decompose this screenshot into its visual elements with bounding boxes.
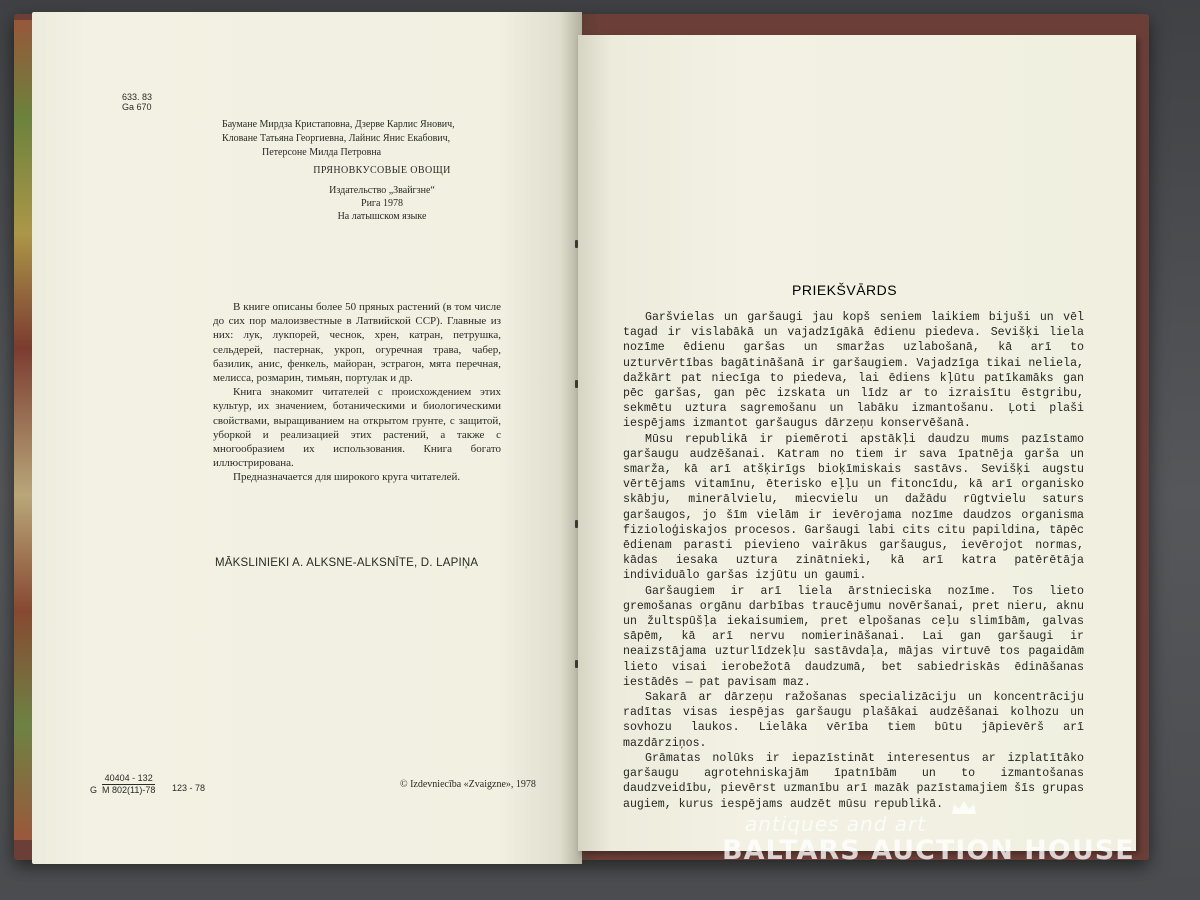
- crown-icon: [950, 800, 978, 816]
- udk-line: Ga 670: [122, 102, 152, 112]
- copyright-line: © Izdevniecība «Zvaigzne», 1978: [400, 779, 536, 790]
- preface-paragraph: Mūsu republikā ir piemēroti apstākļi daudzu mums pazīstamo garšaugu audzēšanai. Katram no tiem ir sava īpatnēja garša un smarža, kā arī atšķirīgs bioķīmiskais sastāvs. Sevišķi augstu vērtējams vitamīnu, ēterisko eļļu un fitoncīdu, kā arī organisko skābju, minerālvielu, miecvielu un dažādu rūgtvielu saturs garšaugos, jo šīm vielām ir ievērojama nozīme daudzos organisma fizioloģiskajos procesos. Garšaugi labi cits citu papildina, tāpēc ēdienam parasti pievieno vairākus garšaugus, ievērojot normas, kādas iesaka uztura zinātnieki, kā arī katra patērētāja individuālo garšas izjūtu un gaumi.: [623, 432, 1084, 583]
- watermark-brand: BALTARS AUCTION HOUSE: [722, 835, 1135, 866]
- binding-stitch: [575, 660, 578, 668]
- author-line: Петерсоне Милда Петровна: [262, 147, 382, 158]
- preface-paragraph: Garšvielas un garšaugi jau kopš seniem laikiem bijuši un vēl tagad ir vislabākā un vajadzīgākā ēdienu piedeva. Sevišķi liela nozīme ēdienu garšas un smaržas uzlabošanā, kā arī to uzturvērtības bagātināšanā ir garšaugiem. Vajadzīga tikai neliela, dažkārt pat niecīga to piedeva, lai ēdiens kļūtu patīkamāks gan pēc garšas, gan pēc izskata un līdz ar to izraisītu ēstgribu, sekmētu uztura sagremošanu un labāku izmantošanu. Ļoti plaši iespējams izmantot garšaugus dārzeņu konservēšanā.: [623, 311, 1084, 431]
- publisher-info: [232, 184, 532, 223]
- preface-title: PRIEKŠVĀRDS: [792, 282, 898, 298]
- publisher-line: Рига 1978: [361, 198, 403, 209]
- preface-paragraph: Sakarā ar dārzeņu ražošanas specializāciju un koncentrāciju radītas visas iespējas garšaugu plašākai audzēšanai kolhozu un sovhozu laukos. Lielāka vērība tiem būtu jāpievērš arī mazdārziņos.: [623, 691, 1084, 750]
- annotation: [213, 300, 501, 485]
- publisher-line: Издательство „Звайгзне“: [329, 185, 435, 196]
- catalog-letter: G: [90, 785, 98, 795]
- catalog-numerator: 40404 - 132: [102, 773, 155, 785]
- book-title: ПРЯНОВКУСОВЫЕ ОВОЩИ: [313, 165, 451, 176]
- author-line: Кловане Татьяна Георгиевна, Лайнис Янис Екабович,: [222, 133, 451, 144]
- binding-stitch: [575, 240, 578, 248]
- udk-code: [122, 92, 152, 112]
- catalog-denominator: M 802(11)-78: [102, 785, 156, 795]
- left-page: [32, 12, 582, 864]
- udk-line: 633. 83: [122, 92, 153, 102]
- author-line: Бауманe Мирдза Кристаповна, Дзерве Карлис Янович,: [222, 119, 455, 130]
- annotation-paragraph: Предназначается для широкого круга читателей.: [233, 471, 461, 484]
- watermark-tagline: antiques and art: [745, 812, 927, 836]
- publisher-line: На латышском языке: [337, 211, 427, 222]
- binding-stitch: [575, 520, 578, 528]
- preface-paragraph: Grāmatas nolūks ir iepazīstināt interesentus ar izplatītāko garšaugu agrotehniskajām īpatnībām un to izmantošanas daudzveidību, pievērst uzmanību arī mazāk pazīstamajiem šīs grupas augiem, kurus iespējams audzēt mūsu republikā.: [623, 751, 1084, 811]
- annotation-paragraph: В книге описаны более 50 пряных растений (в том числе до сих пор малоизвестные в Латвийской ССР). Главные из них: лук, лукпорей, чеснок, хрен, катран, петрушка, сельдерей, пастернак, укроп, огуречная трава, чабер, базилик, анис, фенкель, майоран, эстрагон, мята перечная, мелисса, розмарин, тимьян, портулак и др.: [213, 301, 501, 385]
- preface-paragraph: Garšaugiem ir arī liela ārstnieciska nozīme. Tos lieto gremošanas orgānu darbības traucējumu novēršanai, pret nieru, aknu un žultspūšļa iekaisumiem, pret elpošanas ceļu slimībām, galvas sāpēm, kā arī nervu nomierināšanai. Lai gan garšaugi ir neaizstājama uzturlīdzekļu sastāvdaļa, mājas virtuvē tos pagaidām lieto visai ierobežotā daudzumā, bet sabiedriskās ēdināšanas iestādēs — pat pavisam maz.: [623, 584, 1084, 689]
- artists-credit: MĀKSLINIEKI A. ALKSNE-ALKSNĪTE, D. LAPIŅA: [215, 557, 479, 569]
- preface-text: [623, 310, 1084, 812]
- catalog-fraction: [102, 773, 155, 796]
- annotation-paragraph: Книга знакомит читателей с происхождением этих культур, их значением, ботаническими и биологическими свойствами, выращиванием на открытом грунте, с защитой, уборкой и реализацией этих растений, а также с многообразием их использования. Книга богато иллюстрирована.: [213, 386, 501, 470]
- catalog-suffix: 123 - 78: [172, 783, 206, 793]
- binding-stitch: [575, 380, 578, 388]
